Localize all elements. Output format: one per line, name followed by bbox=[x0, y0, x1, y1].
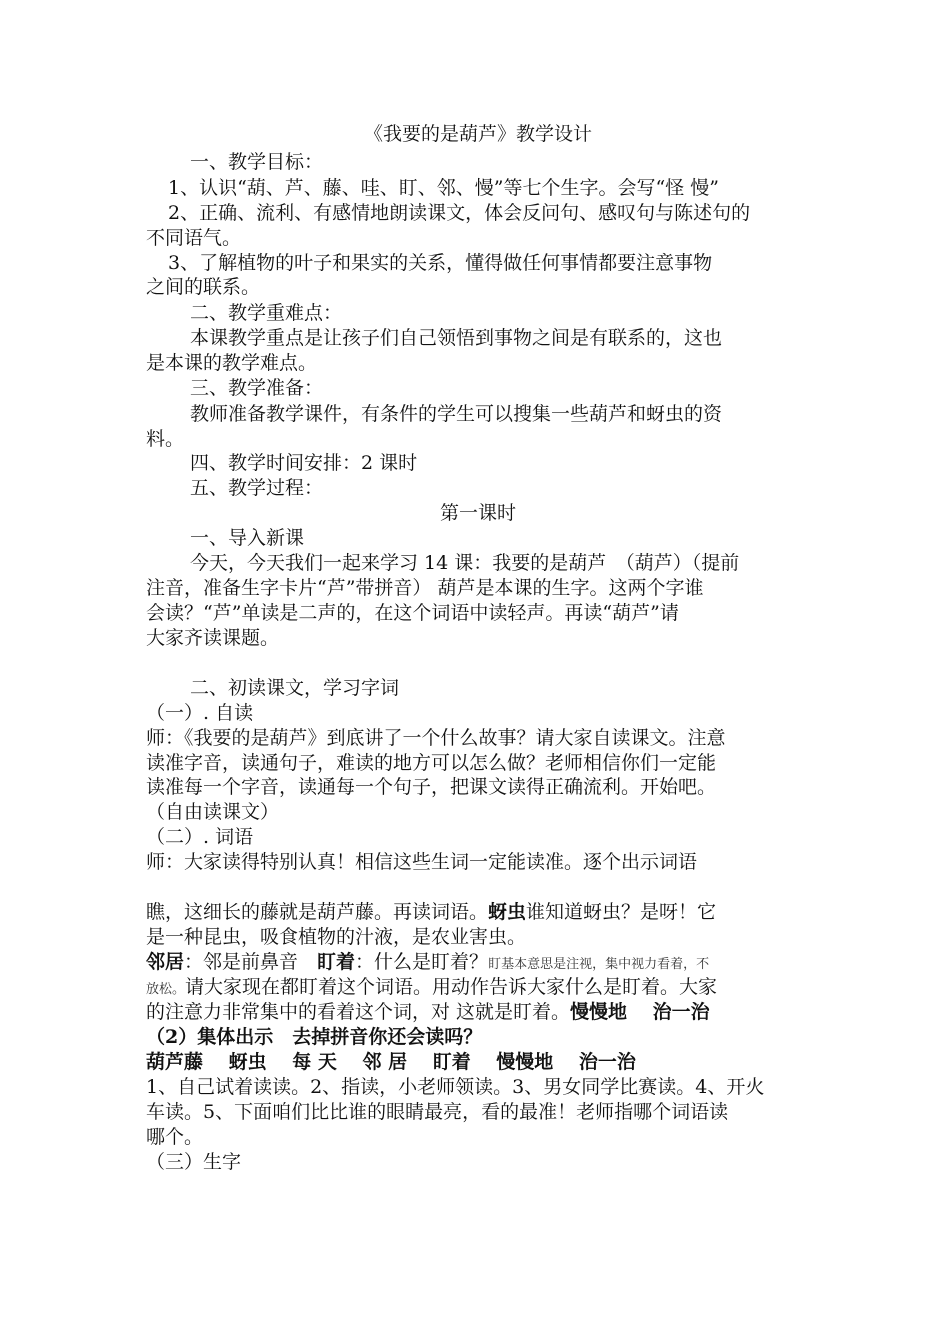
aphid-question: 谁知道蚜虫？是呀！它 bbox=[526, 901, 717, 923]
reading-steps-line-a: 1、自己试着读读。2、指读，小老师领读。3、男女同学比赛读。4、开火 bbox=[146, 1076, 765, 1098]
reading-steps-line-b: 车读。5、下面咱们比比谁的眼睛最亮，看的最准！老师指哪个词语读 bbox=[146, 1101, 729, 1123]
section-heading-process: 五、教学过程： bbox=[190, 477, 324, 499]
word-list-line: 葫芦藤 蚜虫 每 天 邻 居 盯着 慢慢地 治一治 bbox=[146, 1051, 636, 1073]
word-neighbor-line bbox=[146, 950, 810, 977]
neighbor-note: ：邻是前鼻音 bbox=[184, 951, 318, 973]
term-neighbor: 邻居 bbox=[146, 951, 185, 973]
term-stare: 盯着 bbox=[317, 951, 356, 973]
subheading-characters: （三）生字 bbox=[146, 1151, 242, 1173]
stare-definition-b: 放松。 bbox=[146, 982, 186, 997]
key-points-line-b: 是本课的教学难点。 bbox=[146, 352, 318, 374]
goal-2-line-b: 不同语气。 bbox=[146, 227, 242, 249]
vine-text: 瞧，这细长的藤就是葫芦藤。再读词语。 bbox=[146, 901, 489, 923]
word-vine-line bbox=[146, 900, 810, 924]
goal-1: 1、认识“葫、芦、藤、哇、盯、邻、慢”等七个生字。会写“怪 慢” bbox=[168, 177, 719, 199]
words-intro: 师：大家读得特别认真！相信这些生词一定能读准。逐个出示词语 bbox=[146, 851, 698, 873]
section-heading-preparation: 三、教学准备： bbox=[190, 377, 324, 399]
section-heading-goals: 一、教学目标： bbox=[190, 151, 324, 173]
section-heading-key-points: 二、教学重难点： bbox=[190, 302, 343, 324]
preparation-line-b: 料。 bbox=[146, 428, 185, 450]
reading-steps-line-c: 哪个。 bbox=[146, 1126, 204, 1148]
term-aphid: 蚜虫 bbox=[488, 901, 527, 923]
stare-conclusion-line bbox=[146, 1000, 810, 1024]
self-reading-line-b: 读准字音，读通句子，难读的地方可以怎么做？老师相信你们一定能 bbox=[146, 752, 717, 774]
stare-line bbox=[146, 975, 810, 1002]
group-display-line: （2）集体出示 去掉拼音你还会读吗？ bbox=[146, 1026, 483, 1048]
stare-conclusion: 的注意力非常集中的看着这个词，对 这就是盯着。 bbox=[146, 1001, 571, 1023]
self-reading-line-c: 读准每一个字音，读通每一个句子，把课文读得正确流利。开始吧。 bbox=[146, 776, 717, 798]
intro-heading: 一、导入新课 bbox=[190, 527, 305, 549]
intro-line-d: 大家齐读课题。 bbox=[146, 627, 280, 649]
key-points-line-a: 本课教学重点是让孩子们自己领悟到事物之间是有联系的，这也 bbox=[190, 327, 723, 349]
preparation-line-a: 教师准备教学课件，有条件的学生可以搜集一些葫芦和蚜虫的资 bbox=[190, 403, 723, 425]
intro-line-a: 今天，今天我们一起来学习 14 课：我要的是葫芦 （葫芦）（提前 bbox=[190, 552, 740, 574]
stare-definition-a: 盯基本意思是注视，集中视力看着，不 bbox=[488, 957, 710, 972]
reading-heading: 二、初读课文，学习字词 bbox=[190, 677, 400, 699]
goal-3-line-a: 3、了解植物的叶子和果实的关系，懂得做任何事情都要注意事物 bbox=[168, 252, 713, 274]
subheading-self-reading: （一）. 自读 bbox=[146, 702, 254, 724]
lesson-1-heading: 第一课时 bbox=[439, 502, 516, 524]
goal-3-line-b: 之间的联系。 bbox=[146, 276, 261, 298]
stare-instruction: 请大家现在都盯着这个词语。用动作告诉大家什么是盯着。大家 bbox=[185, 976, 718, 998]
intro-line-c: 会读？“芦”单读是二声的，在这个词语中读轻声。再读“葫芦”请 bbox=[146, 602, 679, 624]
terms-slowly-treat: 慢慢地 治一治 bbox=[570, 1001, 710, 1023]
self-reading-line-a: 师：《我要的是葫芦》到底讲了一个什么故事？请大家自读课文。注意 bbox=[146, 727, 726, 749]
stare-question: ：什么是盯着？ bbox=[355, 951, 489, 973]
subheading-words: （二）. 词语 bbox=[146, 826, 254, 848]
aphid-explanation: 是一种昆虫，吸食植物的汁液，是农业害虫。 bbox=[146, 926, 527, 948]
document-title: 《我要的是葫芦》教学设计 bbox=[363, 123, 592, 145]
goal-2-line-a: 2、正确、流利、有感情地朗读课文，体会反问句、感叹句与陈述句的 bbox=[168, 202, 751, 224]
self-reading-line-d: （自由读课文） bbox=[146, 801, 280, 823]
intro-line-b: 注音，准备生字卡片“芦”带拼音） 葫芦是本课的生字。这两个字谁 bbox=[146, 577, 704, 599]
section-heading-schedule: 四、教学时间安排：2 课时 bbox=[190, 452, 418, 474]
